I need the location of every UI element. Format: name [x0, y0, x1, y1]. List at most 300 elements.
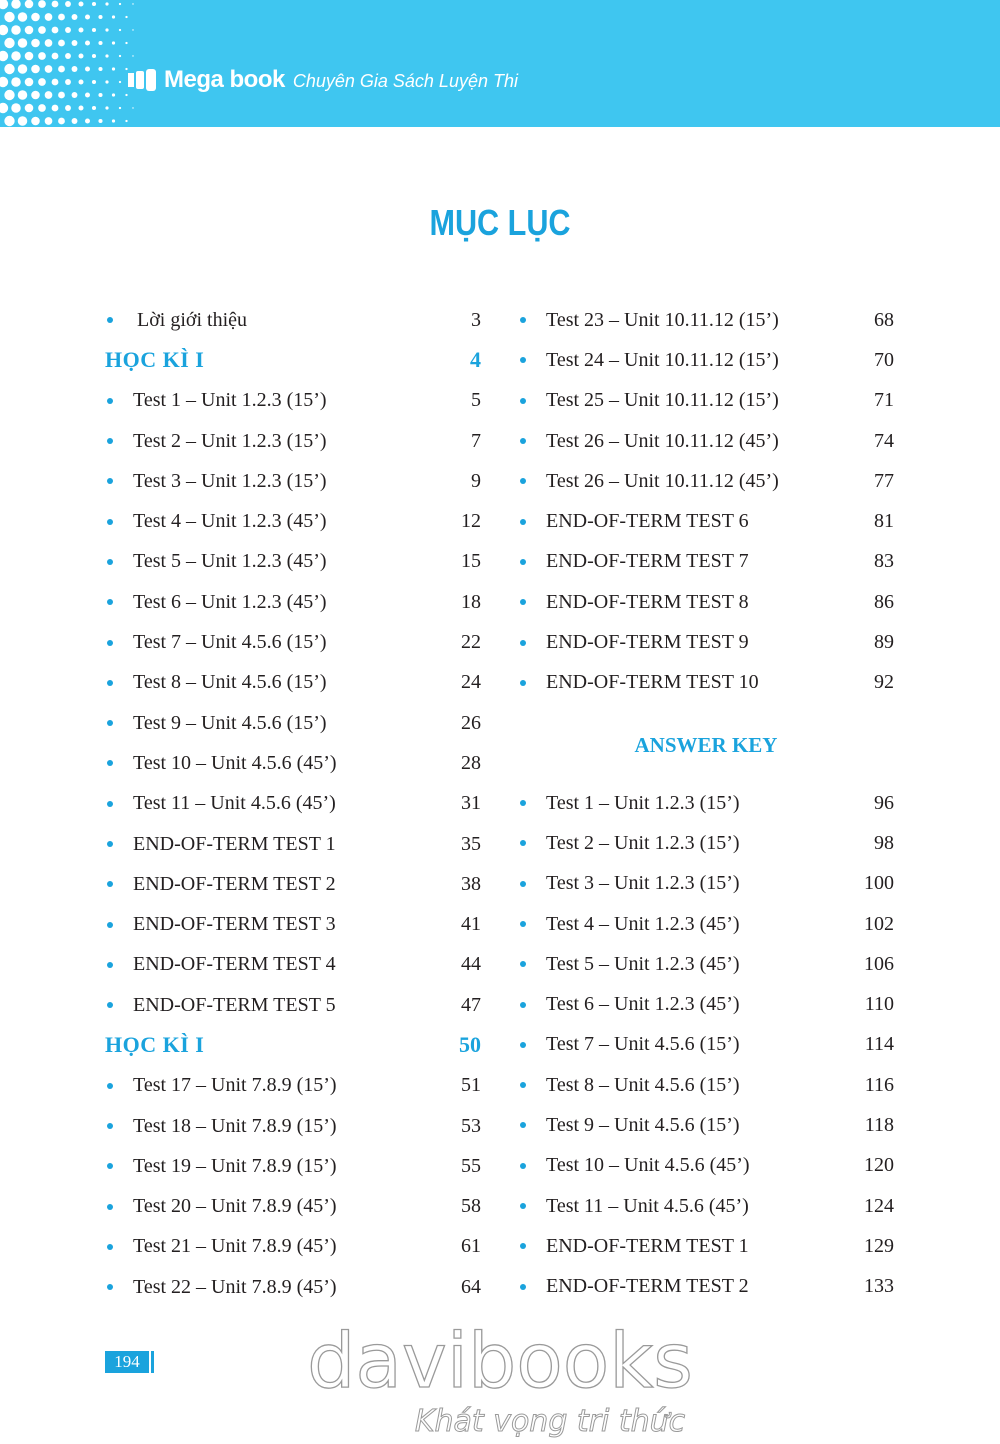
toc-entry-label: Test 9 – Unit 4.5.6 (15’) [546, 1113, 740, 1136]
halftone-dot [25, 0, 34, 8]
bullet-icon [107, 519, 113, 525]
toc-entry-label: HỌC KÌ I [105, 1032, 205, 1058]
toc-entry [518, 1146, 894, 1186]
halftone-dot [65, 105, 71, 111]
toc-entry [518, 1065, 894, 1105]
bullet-icon [520, 961, 526, 967]
toc-entry-label: HỌC KÌ I [105, 347, 205, 373]
toc-entry-label: Test 8 – Unit 4.5.6 (15’) [546, 1073, 740, 1096]
bullet-icon [107, 599, 113, 605]
toc-entry [518, 904, 894, 944]
halftone-dot [98, 15, 102, 19]
toc-entry-label: Test 6 – Unit 1.2.3 (45’) [133, 590, 327, 613]
halftone-dot [38, 104, 46, 112]
toc-entry [105, 300, 481, 340]
halftone-dot [119, 81, 121, 83]
halftone-dot [119, 3, 121, 5]
bullet-icon [520, 1042, 526, 1048]
toc-entry [518, 663, 894, 703]
bullet-icon [107, 559, 113, 565]
toc-entry [105, 945, 481, 985]
halftone-dot [4, 116, 14, 126]
bullet-icon [520, 559, 526, 565]
halftone-dot [112, 93, 115, 96]
toc-entry [518, 1186, 894, 1226]
toc-section-heading [105, 340, 481, 380]
toc-entry-label: Test 8 – Unit 4.5.6 (15’) [133, 671, 327, 694]
halftone-dot [11, 51, 21, 61]
toc-entry [105, 784, 481, 824]
bullet-icon [107, 1083, 113, 1089]
halftone-dot [58, 92, 65, 99]
toc-entry [105, 1227, 481, 1267]
toc-entry-page: 68 [874, 308, 894, 331]
toc-entry [105, 542, 481, 582]
bullet-icon [107, 438, 113, 444]
halftone-dot [85, 93, 90, 98]
halftone-dot [0, 77, 8, 87]
toc-entry-page: 102 [864, 912, 894, 935]
halftone-dot [31, 13, 40, 22]
toc-entry-page: 53 [461, 1114, 481, 1137]
halftone-dot [58, 14, 65, 21]
toc-entry-label: Test 6 – Unit 1.2.3 (45’) [546, 993, 740, 1016]
halftone-dot [132, 29, 133, 30]
bullet-icon [107, 398, 113, 404]
toc-entry-label: Test 17 – Unit 7.8.9 (15’) [133, 1074, 337, 1097]
bullet-icon [520, 398, 526, 404]
halftone-dot [79, 28, 84, 33]
toc-entry [518, 461, 894, 501]
toc-entry-label: END-OF-TERM TEST 5 [133, 993, 336, 1016]
toc-entry-page: 38 [461, 872, 481, 895]
bullet-icon [107, 720, 113, 726]
toc-entry-page: 35 [461, 832, 481, 855]
toc-entry-label: END-OF-TERM TEST 1 [133, 832, 336, 855]
toc-entry-label: Test 1 – Unit 1.2.3 (15’) [133, 389, 327, 412]
page-number: 194 [105, 1351, 149, 1373]
toc-entry [105, 985, 481, 1025]
bullet-icon [107, 680, 113, 686]
halftone-dot [79, 2, 84, 7]
halftone-dot [25, 78, 34, 87]
toc-entry [105, 501, 481, 541]
bullet-icon [520, 357, 526, 363]
toc-entry [105, 743, 481, 783]
toc-entry-page: 15 [461, 550, 481, 573]
watermark-slogan: Khát vọng tri thức [414, 1404, 686, 1439]
halftone-dot [52, 105, 59, 112]
halftone-dot [11, 0, 21, 9]
toc-entry [105, 381, 481, 421]
toc-entry-label: Test 5 – Unit 1.2.3 (45’) [133, 550, 327, 573]
page-title: MỤC LỤC [429, 202, 571, 243]
toc-entry-page: 47 [461, 993, 481, 1016]
brand-name: Mega book [164, 66, 285, 93]
halftone-dot [112, 41, 115, 44]
halftone-dot [45, 39, 53, 47]
halftone-dot [31, 117, 40, 126]
bullet-icon [520, 1082, 526, 1088]
halftone-dot [72, 66, 78, 72]
bullet-icon [107, 881, 113, 887]
toc-entry-page: 96 [874, 791, 894, 814]
toc-entry-label: Test 7 – Unit 4.5.6 (15’) [133, 631, 327, 654]
bullet-icon [520, 438, 526, 444]
halftone-dot [105, 106, 108, 109]
toc-entry-page: 120 [864, 1154, 894, 1177]
halftone-dot [65, 79, 71, 85]
halftone-dot [65, 27, 71, 33]
halftone-dot [125, 16, 127, 18]
toc-entry-page: 24 [461, 671, 481, 694]
toc-entry [105, 824, 481, 864]
toc-entry-page: 81 [874, 510, 894, 533]
davibooks-watermark [300, 1315, 700, 1440]
toc-entry-label: Test 10 – Unit 4.5.6 (45’) [133, 751, 337, 774]
toc-entry-page: 26 [461, 711, 481, 734]
bullet-icon [107, 962, 113, 968]
halftone-dot [45, 13, 53, 21]
halftone-dots-decoration [0, 0, 135, 127]
bullet-icon [520, 599, 526, 605]
toc-entry [105, 1066, 481, 1106]
halftone-dot [92, 2, 96, 6]
toc-entry-label: Test 26 – Unit 10.11.12 (45’) [546, 469, 779, 492]
halftone-dot [85, 41, 90, 46]
toc-entry [105, 1146, 481, 1186]
toc-entry-page: 118 [864, 1113, 894, 1136]
halftone-dot [72, 118, 78, 124]
toc-entry-page: 5 [471, 389, 481, 412]
halftone-dot [132, 107, 133, 108]
bullet-icon [520, 640, 526, 646]
toc-answer-key-list [518, 783, 894, 1307]
toc-entry [105, 904, 481, 944]
halftone-dot [11, 103, 21, 113]
halftone-dot [38, 26, 46, 34]
bullet-icon [520, 800, 526, 806]
toc-entry-label: END-OF-TERM TEST 3 [133, 913, 336, 936]
toc-entry [518, 381, 894, 421]
toc-entry [518, 823, 894, 863]
toc-entry [518, 542, 894, 582]
halftone-dot [98, 119, 102, 123]
halftone-dot [18, 38, 28, 48]
halftone-dot [58, 66, 65, 73]
toc-entry-label: END-OF-TERM TEST 7 [546, 550, 749, 573]
toc-entry-label: END-OF-TERM TEST 2 [546, 1275, 749, 1298]
halftone-dot [38, 52, 46, 60]
halftone-dot [105, 80, 108, 83]
toc-entry-page: 70 [874, 348, 894, 371]
halftone-dot [45, 65, 53, 73]
toc-entry-label: END-OF-TERM TEST 2 [133, 872, 336, 895]
toc-entry-label: Test 22 – Unit 7.8.9 (45’) [133, 1275, 337, 1298]
toc-entry-page: 51 [461, 1074, 481, 1097]
halftone-dot [92, 80, 96, 84]
halftone-dot [85, 15, 90, 20]
bullet-icon [520, 881, 526, 887]
toc-entry-page: 9 [471, 469, 481, 492]
toc-entry-page: 71 [874, 389, 894, 412]
toc-entry-label: Test 23 – Unit 10.11.12 (15’) [546, 308, 779, 331]
toc-entry-label: Test 24 – Unit 10.11.12 (15’) [546, 348, 779, 371]
toc-entry-page: 106 [864, 952, 894, 975]
halftone-dot [125, 120, 127, 122]
halftone-dot [18, 90, 28, 100]
bullet-icon [520, 840, 526, 846]
toc-entry-page: 114 [864, 1033, 894, 1056]
halftone-dot [52, 1, 59, 8]
toc-entry [105, 864, 481, 904]
toc-entry [518, 1267, 894, 1307]
toc-entry-label: Test 3 – Unit 1.2.3 (15’) [546, 872, 740, 895]
toc-entry [518, 783, 894, 823]
halftone-dot [58, 118, 65, 125]
toc-entry-page: 86 [874, 590, 894, 613]
bullet-icon [107, 1284, 113, 1290]
toc-entry-label: Test 7 – Unit 4.5.6 (15’) [546, 1033, 740, 1056]
bullet-icon [520, 1002, 526, 1008]
toc-entry-page: 98 [874, 831, 894, 854]
toc-entry-page: 31 [461, 792, 481, 815]
halftone-dot [58, 40, 65, 47]
halftone-dot [4, 90, 14, 100]
halftone-dot [4, 64, 14, 74]
bullet-icon [520, 1284, 526, 1290]
toc-entry [105, 421, 481, 461]
toc-entry-page: 41 [461, 913, 481, 936]
halftone-dot [11, 25, 21, 35]
halftone-dot [98, 67, 102, 71]
bullet-icon [107, 1002, 113, 1008]
toc-entry-page: 89 [874, 631, 894, 654]
toc-entry-label: Lời giới thiệu [137, 308, 248, 331]
toc-entry-page: 83 [874, 550, 894, 573]
toc-entry-page: 129 [864, 1234, 894, 1257]
halftone-dot [45, 117, 53, 125]
toc-entry-page: 44 [461, 953, 481, 976]
toc-entry [105, 461, 481, 501]
publisher-brand [128, 66, 518, 94]
halftone-dot [112, 67, 115, 70]
bullet-icon [107, 1204, 113, 1210]
halftone-dot [0, 51, 8, 61]
bullet-icon [107, 801, 113, 807]
halftone-dot [0, 103, 8, 113]
toc-entry-page: 12 [461, 510, 481, 533]
toc-entry-label: Test 25 – Unit 10.11.12 (15’) [546, 389, 779, 412]
toc-entry-label: Test 11 – Unit 4.5.6 (45’) [133, 792, 336, 815]
bullet-icon [107, 1163, 113, 1169]
bullet-icon [107, 1244, 113, 1250]
halftone-dot [98, 93, 102, 97]
toc-entry-page: 58 [461, 1195, 481, 1218]
toc-entry-page: 77 [874, 469, 894, 492]
halftone-dot [119, 55, 121, 57]
toc-entry [518, 864, 894, 904]
toc-entry [105, 582, 481, 622]
toc-entry [518, 1105, 894, 1145]
toc-right-column [518, 300, 894, 1307]
toc-entry [518, 622, 894, 662]
toc-entry [518, 944, 894, 984]
halftone-dot [98, 41, 102, 45]
toc-entry-label: END-OF-TERM TEST 8 [546, 590, 749, 613]
halftone-dot [45, 91, 53, 99]
toc-entry-page: 92 [874, 671, 894, 694]
toc-entry [105, 1106, 481, 1146]
toc-entry-page: 18 [461, 590, 481, 613]
halftone-dot [65, 1, 71, 7]
halftone-dot [105, 28, 108, 31]
toc-entry [105, 1267, 481, 1307]
bullet-icon [520, 1163, 526, 1169]
toc-entry [518, 582, 894, 622]
toc-entry-label: Test 3 – Unit 1.2.3 (15’) [133, 469, 327, 492]
toc-entry-label: Test 21 – Unit 7.8.9 (45’) [133, 1235, 337, 1258]
bullet-icon [107, 760, 113, 766]
toc-entry [518, 1025, 894, 1065]
toc-entry [518, 300, 894, 340]
toc-entry-label: Test 11 – Unit 4.5.6 (45’) [546, 1194, 749, 1217]
megabook-logo-icon [128, 69, 158, 91]
halftone-dot [18, 64, 28, 74]
halftone-dot [112, 119, 115, 122]
toc-entry [105, 703, 481, 743]
halftone-dot [119, 29, 121, 31]
halftone-dot [92, 28, 96, 32]
bullet-icon [107, 841, 113, 847]
toc-left-column [105, 300, 481, 1307]
toc-entry-label: Test 2 – Unit 1.2.3 (15’) [546, 831, 740, 854]
halftone-dot [11, 77, 21, 87]
toc-entry-label: Test 26 – Unit 10.11.12 (45’) [546, 429, 779, 452]
toc-entry-label: Test 18 – Unit 7.8.9 (15’) [133, 1114, 337, 1137]
toc-entry-page: 3 [471, 308, 481, 331]
toc-entry-page: 124 [864, 1194, 894, 1217]
halftone-dot [72, 14, 78, 20]
answer-key-heading: ANSWER KEY [634, 732, 778, 757]
toc-entry-label: END-OF-TERM TEST 4 [133, 953, 336, 976]
halftone-dot [52, 53, 59, 60]
toc-entry-label: Test 2 – Unit 1.2.3 (15’) [133, 429, 327, 452]
halftone-dot [72, 92, 78, 98]
toc-entry [518, 340, 894, 380]
halftone-dot [79, 54, 84, 59]
toc-entry-label: Test 10 – Unit 4.5.6 (45’) [546, 1154, 750, 1177]
toc-entry-page: 22 [461, 631, 481, 654]
halftone-dot [31, 39, 40, 48]
bullet-icon [520, 478, 526, 484]
toc-entry [105, 1187, 481, 1227]
toc-entry-label: Test 20 – Unit 7.8.9 (45’) [133, 1195, 337, 1218]
halftone-dot [4, 12, 14, 22]
toc-entry-page: 61 [461, 1235, 481, 1258]
brand-tagline: Chuyên Gia Sách Luyện Thi [292, 71, 518, 91]
toc-entry [518, 501, 894, 541]
toc-entry-page: 64 [461, 1275, 481, 1298]
halftone-dot [125, 94, 127, 96]
halftone-dot [52, 27, 59, 34]
halftone-dot [105, 2, 108, 5]
bullet-icon [520, 317, 526, 323]
halftone-dot [38, 78, 46, 86]
halftone-dot [31, 65, 40, 74]
bullet-icon [107, 922, 113, 928]
toc-entry [518, 984, 894, 1024]
toc-entry-label: END-OF-TERM TEST 6 [546, 510, 749, 533]
toc-entry-page: 100 [864, 872, 894, 895]
bullet-icon [520, 680, 526, 686]
toc-entry-page: 4 [470, 347, 481, 373]
toc-entry-label: Test 9 – Unit 4.5.6 (15’) [133, 711, 327, 734]
bullet-icon [107, 1123, 113, 1129]
bullet-icon [107, 317, 113, 323]
toc-entry-page: 7 [471, 429, 481, 452]
toc-section-heading [105, 1025, 481, 1065]
halftone-dot [18, 12, 28, 22]
halftone-dot [85, 119, 90, 124]
halftone-dot [25, 26, 34, 35]
toc-entry [105, 663, 481, 703]
toc-entry-label: END-OF-TERM TEST 10 [546, 671, 759, 694]
halftone-dot [38, 0, 46, 8]
toc-entry-page: 116 [864, 1073, 894, 1096]
halftone-dot [4, 38, 14, 48]
bullet-icon [520, 921, 526, 927]
halftone-dot [65, 53, 71, 59]
page-number-bar [151, 1351, 154, 1373]
halftone-dot [52, 79, 59, 86]
halftone-dot [85, 67, 90, 72]
toc-entry-page: 55 [461, 1154, 481, 1177]
toc-entry-label: Test 4 – Unit 1.2.3 (45’) [133, 510, 327, 533]
bullet-icon [520, 519, 526, 525]
halftone-dot [119, 107, 121, 109]
toc-entry-label: Test 4 – Unit 1.2.3 (45’) [546, 912, 740, 935]
halftone-dot [79, 106, 84, 111]
halftone-dot [25, 104, 34, 113]
halftone-dot [25, 52, 34, 61]
toc-entry-page: 133 [864, 1275, 894, 1298]
bullet-icon [107, 478, 113, 484]
bullet-icon [520, 1243, 526, 1249]
halftone-dot [72, 40, 78, 46]
toc-entry-label: END-OF-TERM TEST 1 [546, 1234, 749, 1257]
toc-entry [518, 421, 894, 461]
halftone-dot [79, 80, 84, 85]
halftone-dot [0, 25, 8, 35]
bullet-icon [520, 1203, 526, 1209]
halftone-dot [31, 91, 40, 100]
halftone-dot [125, 42, 127, 44]
halftone-dot [132, 55, 133, 56]
toc-entry-page: 50 [459, 1032, 481, 1058]
halftone-dot [92, 106, 96, 110]
toc-entry-page: 74 [874, 429, 894, 452]
toc-entry [105, 622, 481, 662]
toc-entry-page: 110 [864, 993, 894, 1016]
halftone-dot [132, 3, 133, 4]
bullet-icon [520, 1122, 526, 1128]
toc-entry-label: END-OF-TERM TEST 9 [546, 631, 749, 654]
halftone-dot [0, 0, 8, 9]
toc-entry [518, 1226, 894, 1266]
halftone-dot [105, 54, 108, 57]
toc-entry-label: Test 5 – Unit 1.2.3 (45’) [546, 952, 740, 975]
